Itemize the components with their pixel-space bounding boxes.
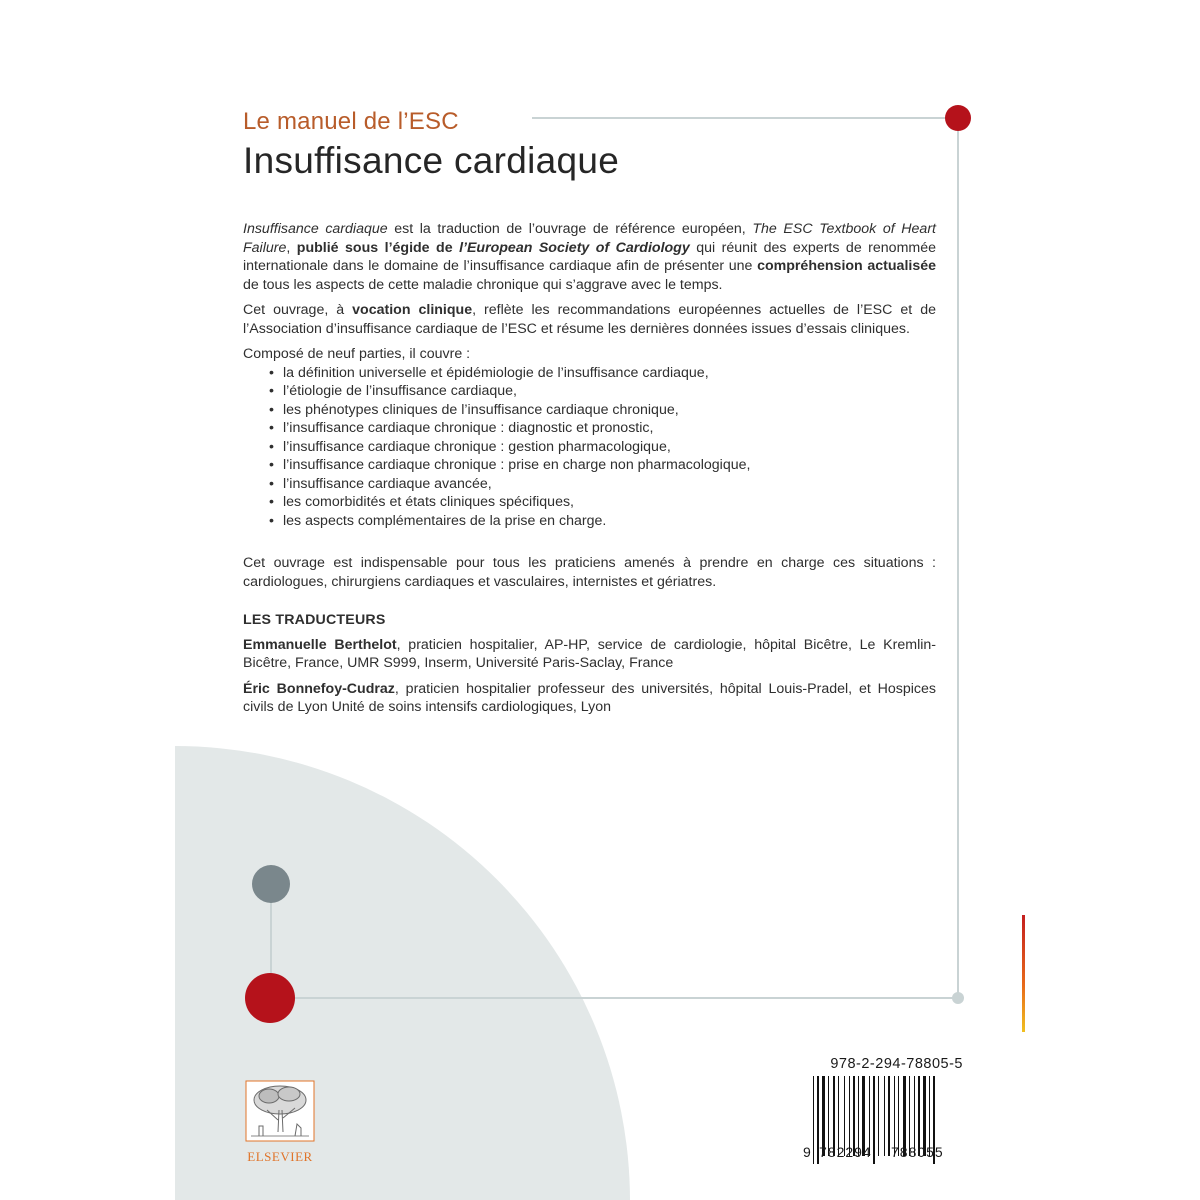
isbn-block — [803, 1056, 963, 1160]
translator-entry: Emmanuelle Berthelot, praticien hospitalier, AP-HP, service de cardiologie, hôpital Bicêtre, Le Kremlin-Bicêtre, France, UMR S999, Inserm, Université Paris-Saclay, France — [243, 636, 936, 671]
spine-colour-strip — [1022, 915, 1025, 1032]
list-item: • les aspects complémentaires de la prise en charge. — [269, 512, 936, 531]
list-item: • l’insuffisance cardiaque chronique : gestion pharmacologique, — [269, 438, 936, 457]
list-item: • l’insuffisance cardiaque chronique : diagnostic et pronostic, — [269, 419, 936, 438]
series-title: Le manuel de l’ESC — [243, 108, 459, 135]
list-item: • l’insuffisance cardiaque chronique : prise en charge non pharmacologique, — [269, 456, 936, 475]
list-intro: Composé de neuf parties, il couvre : — [243, 346, 471, 362]
translator-entry: Éric Bonnefoy-Cudraz, praticien hospitalier professeur des universités, hôpital Louis-Pradel, et Hospices civils de Lyon Unité de soins intensifs cardiologiques, Lyon — [243, 680, 936, 715]
right-rule — [957, 118, 959, 998]
publisher-logo — [245, 1080, 315, 1165]
clinical-paragraph: Cet ouvrage, à vocation clinique, reflète les recommandations européennes actuelles de l’ESC et de l’Association d’insuffisance cardiaque de l’ESC et résume les dernières données issues d’essais cliniques. — [243, 302, 936, 337]
intro-paragraph: Insuffisance cardiaque est la traduction de l’ouvrage de référence européen, The ESC Textbook of Heart Failure, publié sous l’égide de l’European Society of Cardiology qui réunit des experts de renommée internationale dans le domaine de l’insuffisance cardiaque afin de présenter une compréhension actualisée de tous les aspects de cette maladie chronique qui s’aggrave avec le temps. — [243, 221, 936, 293]
decorative-disc — [175, 746, 630, 1200]
audience-paragraph: Cet ouvrage est indispensable pour tous les praticiens amenés à prendre en charge ces situations : cardiologues, chirurgiens cardiaques et vasculaires, internistes et gériatres. — [243, 555, 936, 590]
barcode-digit-first: 9 — [803, 1144, 812, 1160]
small-grey-dot — [952, 992, 964, 1004]
list-item: • l’étiologie de l’insuffisance cardiaque, — [269, 382, 936, 401]
parts-list — [269, 364, 936, 531]
grey-dot — [252, 865, 290, 903]
publisher-name: ELSEVIER — [247, 1149, 313, 1164]
list-item: • l’insuffisance cardiaque avancée, — [269, 475, 936, 494]
list-item: • la définition universelle et épidémiologie de l’insuffisance cardiaque, — [269, 364, 936, 383]
barcode-digits-left: 782294 — [819, 1144, 872, 1160]
translators-heading: LES TRADUCTEURS — [243, 612, 386, 628]
list-item: • les phénotypes cliniques de l’insuffisance cardiaque chronique, — [269, 401, 936, 420]
barcode-digits-right: 788055 — [891, 1144, 944, 1160]
bottom-rule — [270, 997, 958, 999]
top-rule — [532, 117, 958, 119]
accent-red-dot-top — [945, 105, 971, 131]
blurb — [243, 220, 936, 724]
book-title: Insuffisance cardiaque — [243, 140, 620, 181]
isbn-number: 978-2-294-78805-5 — [830, 1056, 963, 1072]
elsevier-tree-icon — [245, 1080, 315, 1142]
accent-red-dot-large — [245, 973, 295, 1023]
book-back-cover — [175, 60, 1025, 1200]
barcode-digits — [803, 1144, 963, 1162]
list-item: • les comorbidités et états cliniques spécifiques, — [269, 493, 936, 512]
